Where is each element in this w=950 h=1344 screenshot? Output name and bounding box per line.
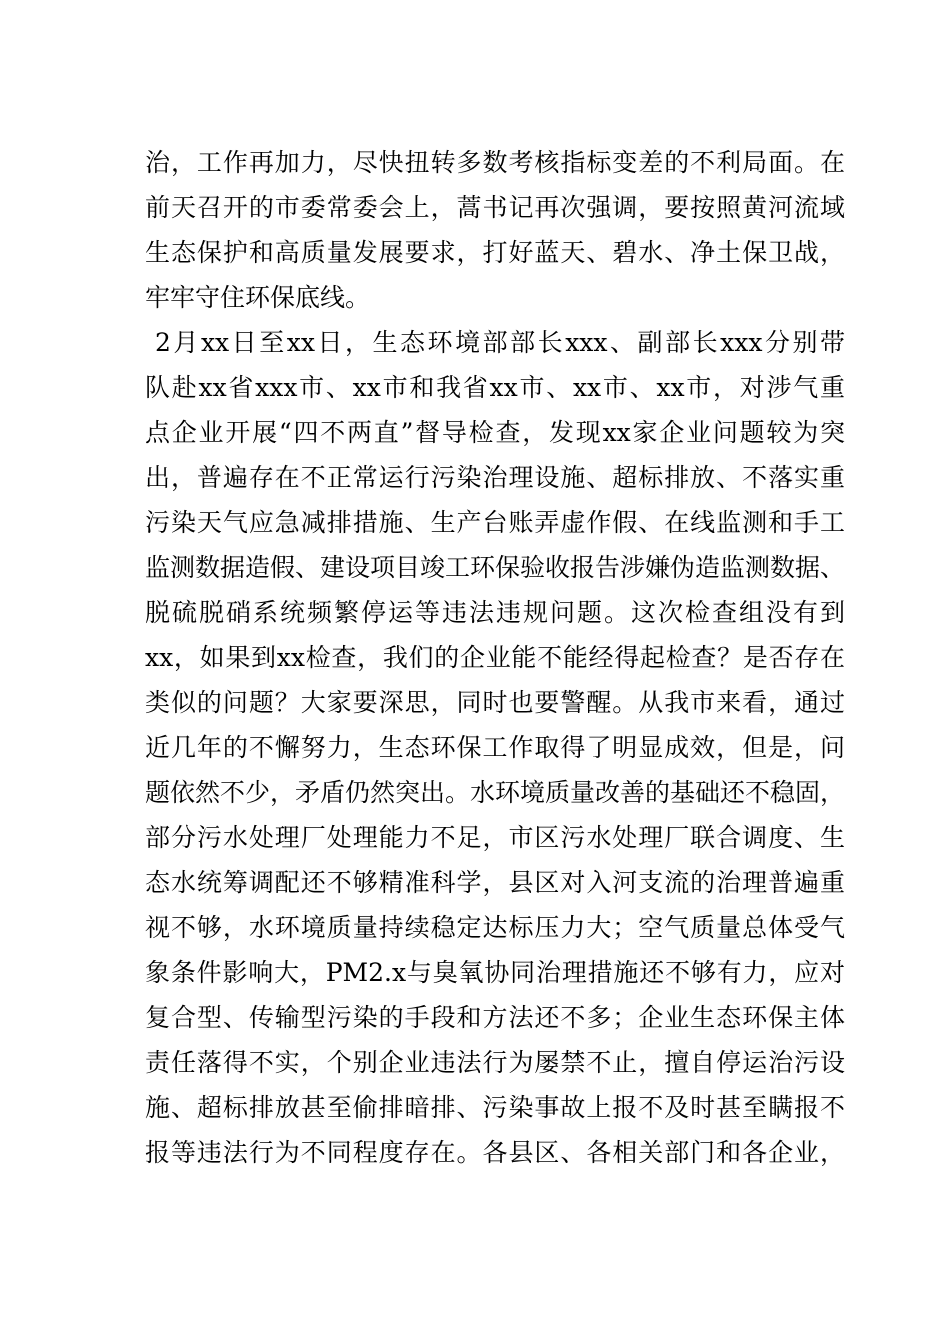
text-line: 态水统筹调配还不够精准科学，县区对入河支流的治理普遍重 (145, 868, 845, 897)
text-line: 题依然不少，矛盾仍然突出。水环境质量改善的基础还不稳固， (145, 778, 846, 807)
text-line: 近几年的不懈努力，生态环保工作取得了明显成效，但是，问 (145, 733, 845, 762)
text-line: 生态保护和高质量发展要求，打好蓝天、碧水、净土保卫战， (145, 238, 845, 267)
text-line: 象条件影响大，PM2.x与臭氧协同治理措施还不够有力，应对 (145, 958, 845, 987)
document-body (145, 140, 845, 1175)
text-line: 点企业开展“四不两直”督导检查，发现xx家企业问题较为突 (145, 418, 845, 447)
text-line: 责任落得不实，个别企业违法行为屡禁不止，擅自停运治污设 (145, 1048, 845, 1077)
text-line: xx，如果到xx检查，我们的企业能不能经得起检查？是否存在 (145, 643, 845, 672)
text-line: 施、超标排放甚至偷排暗排、污染事故上报不及时甚至瞒报不 (145, 1093, 845, 1122)
text-line: 部分污水处理厂处理能力不足，市区污水处理厂联合调度、生 (145, 823, 845, 852)
text-line: 出，普遍存在不正常运行污染治理设施、超标排放、不落实重 (145, 463, 845, 492)
paragraph-continuation (145, 140, 845, 320)
text-line: 2月xx日至xx日，生态环境部部长xxx、副部长xxx分别带 (155, 328, 845, 357)
text-line: 视不够，水环境质量持续稳定达标压力大；空气质量总体受气 (145, 913, 845, 942)
text-line: 队赴xx省xxx市、xx市和我省xx市、xx市、xx市，对涉气重 (145, 373, 845, 402)
text-line: 污染天气应急减排措施、生产台账弄虚作假、在线监测和手工 (145, 508, 845, 537)
text-line: 前天召开的市委常委会上，蒿书记再次强调，要按照黄河流域 (145, 193, 845, 222)
text-line: 治，工作再加力，尽快扭转多数考核指标变差的不利局面。在 (145, 148, 845, 177)
paragraph-inspection (145, 320, 845, 1175)
text-line: 监测数据造假、建设项目竣工环保验收报告涉嫌伪造监测数据、 (145, 553, 846, 582)
text-line: 报等违法行为不同程度存在。各县区、各相关部门和各企业， (145, 1138, 845, 1167)
text-line: 脱硫脱硝系统频繁停运等违法违规问题。这次检查组没有到 (145, 598, 845, 627)
text-line: 复合型、传输型污染的手段和方法还不多；企业生态环保主体 (145, 1003, 845, 1032)
text-line: 牢牢守住环保底线。 (145, 283, 371, 312)
text-line: 类似的问题？大家要深思，同时也要警醒。从我市来看，通过 (145, 688, 845, 717)
